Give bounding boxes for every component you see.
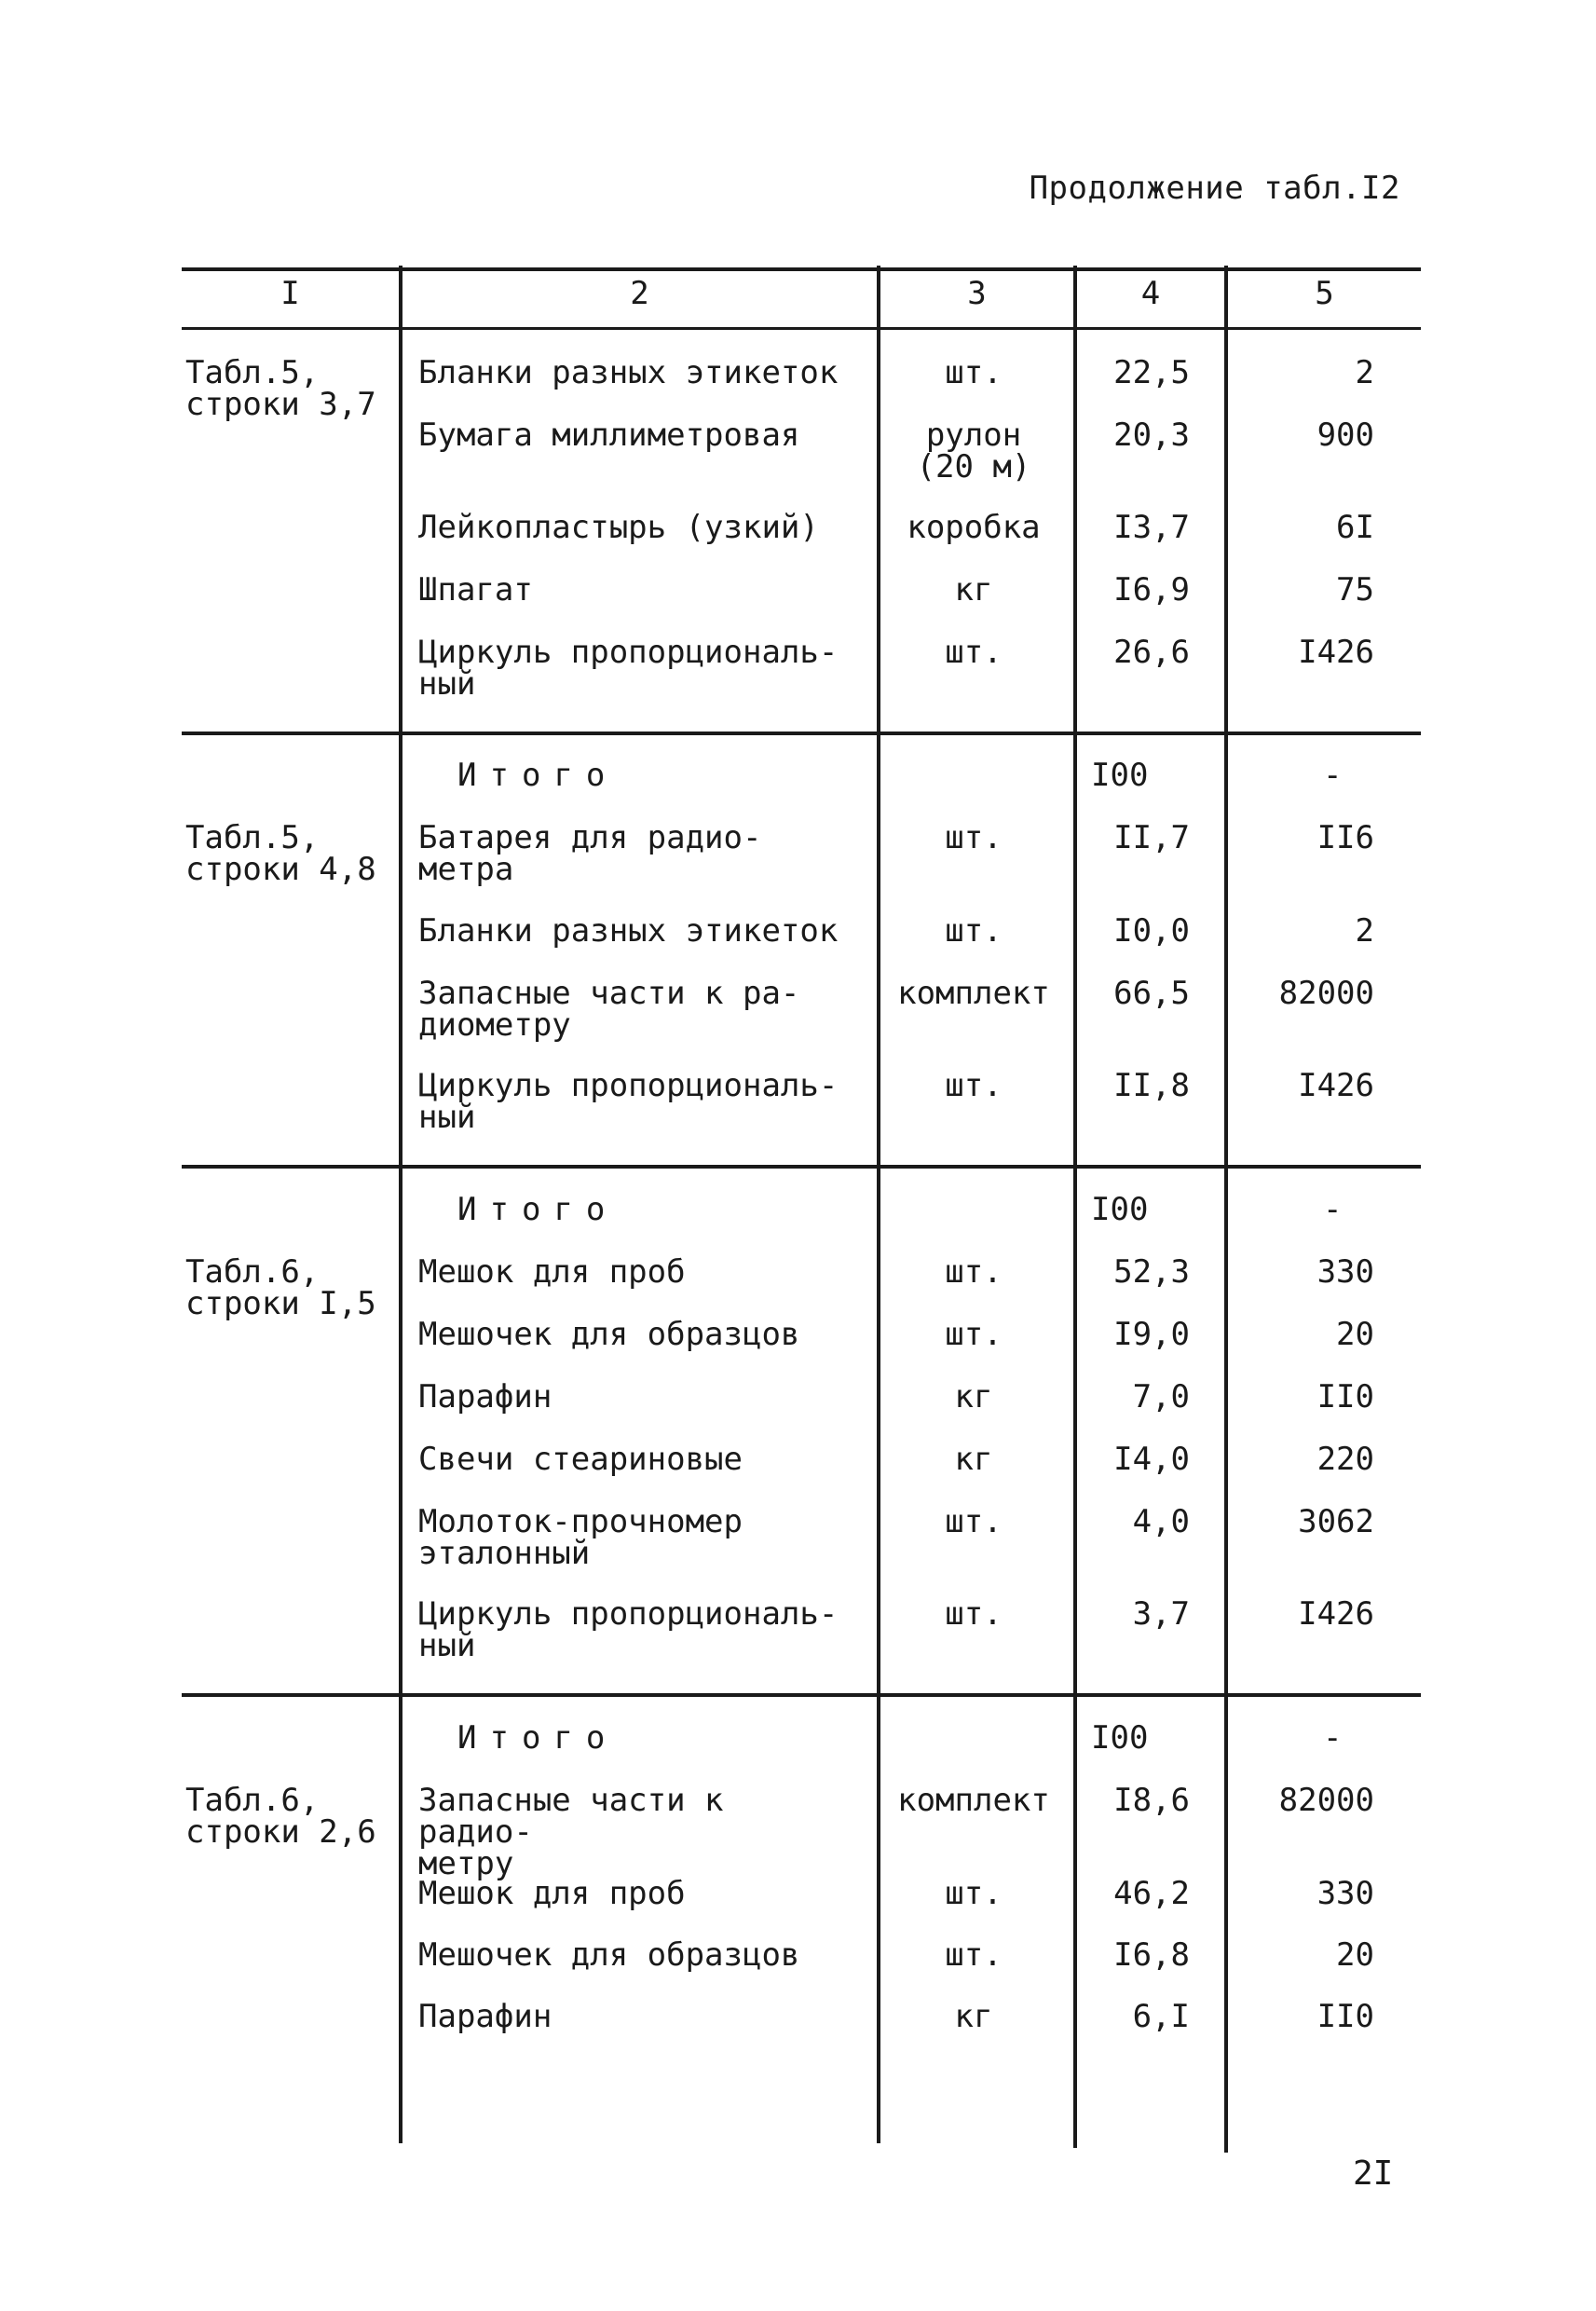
item-unit: шт. <box>945 1595 1003 1633</box>
item-price: 75 <box>1336 571 1374 609</box>
item-price: I426 <box>1298 634 1374 671</box>
item-name: Парафин <box>418 1378 552 1415</box>
item-unit: кг <box>954 571 993 609</box>
item-price: I426 <box>1298 1067 1374 1104</box>
item-unit: коробка <box>907 509 1041 546</box>
item-unit: шт. <box>945 1067 1003 1104</box>
column-header-5: 5 <box>1315 275 1334 312</box>
item-share: 26,6 <box>1113 634 1190 671</box>
item-price: 82000 <box>1278 975 1374 1012</box>
item-price: 2 <box>1355 354 1374 391</box>
item-unit: шт. <box>945 1875 1003 1912</box>
column-header-3: 3 <box>967 275 987 312</box>
item-unit: кг <box>954 1441 993 1478</box>
item-share: I9,0 <box>1113 1316 1190 1353</box>
item-price: 330 <box>1316 1253 1374 1291</box>
item-price: I426 <box>1298 1595 1374 1633</box>
item-unit: кг <box>954 1998 993 2035</box>
total-share: I00 <box>1091 1191 1149 1228</box>
item-share: 6,I <box>1132 1998 1190 2035</box>
item-name: Циркуль пропорциональ- ный <box>418 1595 839 1664</box>
item-unit: шт. <box>945 1503 1003 1540</box>
item-share: 3,7 <box>1132 1595 1190 1633</box>
total-share: I00 <box>1091 757 1149 794</box>
item-unit: кг <box>954 1378 993 1415</box>
column-header-1: I <box>280 275 300 312</box>
group-separator-2 <box>182 1165 1421 1169</box>
reference-cell: Табл.5, строки 4,8 <box>185 819 376 888</box>
item-price: II6 <box>1316 819 1374 856</box>
table-top-rule <box>182 267 1421 271</box>
item-price: 900 <box>1316 417 1374 454</box>
item-share: I4,0 <box>1113 1441 1190 1478</box>
item-price: II0 <box>1316 1378 1374 1415</box>
item-price: II0 <box>1316 1998 1374 2035</box>
group-separator-1 <box>182 732 1421 735</box>
item-name: Запасные части к ра- диометру <box>418 975 800 1044</box>
column-divider-3 <box>1073 266 1077 2148</box>
item-price: 20 <box>1336 1316 1374 1353</box>
item-unit: рулон (20 м) <box>916 417 1031 485</box>
item-name: Запасные части к радио- метру <box>418 1782 724 1882</box>
reference-cell: Табл.6, строки I,5 <box>185 1253 376 1322</box>
item-price: 330 <box>1316 1875 1374 1912</box>
item-unit: шт. <box>945 912 1003 950</box>
item-price: 82000 <box>1278 1782 1374 1819</box>
total-share: I00 <box>1091 1719 1149 1757</box>
page-number: 2I <box>1353 2154 1394 2193</box>
item-unit: комплект <box>897 1782 1050 1819</box>
total-price: - <box>1323 757 1343 794</box>
item-price: 6I <box>1336 509 1374 546</box>
item-share: II,8 <box>1113 1067 1190 1104</box>
item-price: 20 <box>1336 1936 1374 1974</box>
item-name: Циркуль пропорциональ- ный <box>418 634 839 703</box>
reference-cell: Табл.6, строки 2,6 <box>185 1782 376 1851</box>
materials-table <box>182 266 1421 2153</box>
item-name: Лейкопластырь (узкий) <box>418 509 819 546</box>
item-share: I8,6 <box>1113 1782 1190 1819</box>
item-share: 20,3 <box>1113 417 1190 454</box>
item-share: I3,7 <box>1113 509 1190 546</box>
item-price: 3062 <box>1298 1503 1374 1540</box>
item-share: 22,5 <box>1113 354 1190 391</box>
item-name: Парафин <box>418 1998 552 2035</box>
column-divider-1 <box>399 266 402 2143</box>
item-unit: шт. <box>945 1316 1003 1353</box>
item-share: I0,0 <box>1113 912 1190 950</box>
item-name: Бланки разных этикеток <box>418 912 839 950</box>
item-unit: шт. <box>945 634 1003 671</box>
header-bottom-rule <box>182 327 1421 330</box>
item-name: Шпагат <box>418 571 533 609</box>
column-divider-4 <box>1224 266 1228 2153</box>
item-name: Мешочек для образцов <box>418 1316 800 1353</box>
item-unit: шт. <box>945 1253 1003 1291</box>
item-name: Молоток-прочномер эталонный <box>418 1503 743 1572</box>
item-name: Батарея для радио- метра <box>418 819 762 888</box>
item-unit: комплект <box>897 975 1050 1012</box>
item-name: Циркуль пропорциональ- ный <box>418 1067 839 1136</box>
item-share: 4,0 <box>1132 1503 1190 1540</box>
column-header-2: 2 <box>630 275 649 312</box>
item-price: 220 <box>1316 1441 1374 1478</box>
item-unit: шт. <box>945 1936 1003 1974</box>
item-share: I6,8 <box>1113 1936 1190 1974</box>
total-price: - <box>1323 1191 1343 1228</box>
item-unit: шт. <box>945 819 1003 856</box>
item-unit: шт. <box>945 354 1003 391</box>
item-name: Бумага миллиметровая <box>418 417 800 454</box>
item-share: I6,9 <box>1113 571 1190 609</box>
item-name: Мешочек для образцов <box>418 1936 800 1974</box>
item-name: Свечи стеариновые <box>418 1441 743 1478</box>
column-divider-2 <box>877 266 880 2143</box>
reference-cell: Табл.5, строки 3,7 <box>185 354 376 423</box>
total-label: Итого <box>457 757 619 794</box>
item-name: Мешок для проб <box>418 1875 686 1912</box>
item-name: Бланки разных этикеток <box>418 354 839 391</box>
total-label: Итого <box>457 1191 619 1228</box>
page-heading: Продолжение табл.I2 <box>1029 170 1400 207</box>
item-share: 46,2 <box>1113 1875 1190 1912</box>
total-price: - <box>1323 1719 1343 1757</box>
column-header-4: 4 <box>1140 275 1161 312</box>
item-share: 7,0 <box>1132 1378 1190 1415</box>
item-share: II,7 <box>1113 819 1190 856</box>
item-name: Мешок для проб <box>418 1253 686 1291</box>
total-label: Итого <box>457 1719 619 1757</box>
item-price: 2 <box>1355 912 1374 950</box>
item-share: 66,5 <box>1113 975 1190 1012</box>
item-share: 52,3 <box>1113 1253 1190 1291</box>
group-separator-3 <box>182 1693 1421 1697</box>
